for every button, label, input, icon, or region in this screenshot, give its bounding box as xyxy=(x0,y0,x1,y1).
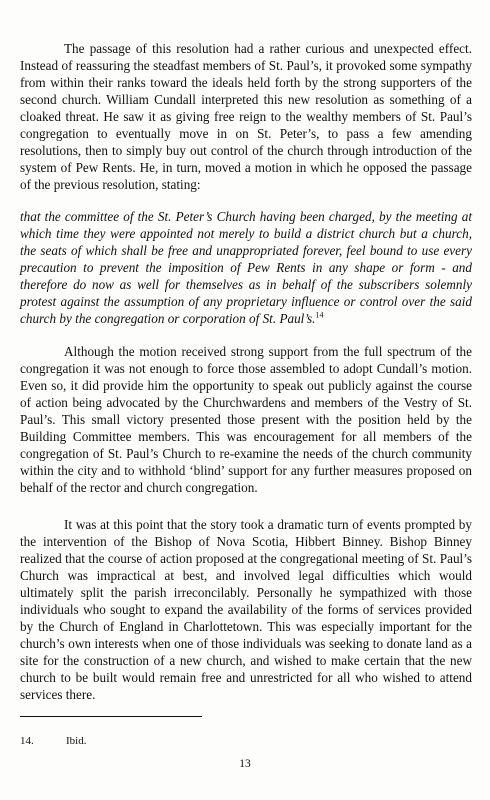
paragraph-3: It was at this point that the story took a dramatic turn of events prompted by the intervention of the Bishop of Nova Scotia, Hibbert Binney. Bishop Binney realized that the course of action proposed at the congregational meeting of St. Paul’s Church was impractical at best, and involved legal difficulties which would ultimately split the parish irreconcilably. Personally he sympathized with those individuals who sought to expand the availability of the forms of services provided by the Church of England in Charlottetown. This was especially important for the church’s own interests when one of those individuals was seeking to donate land as a site for the construction of a new church, and wished to make certain that the new church to be built would remain free and unrestricted for all who wished to attend services there. xyxy=(20,517,472,702)
paragraph-1: The passage of this resolution had a rather curious and unexpected effect. Instead of reassuring the steadfast members of St. Paul’s, it provoked some sympathy from within their ranks toward the ideals held forth by the strong supporters of the second church. William Cundall interpreted this new resolution as something of a cloaked threat. He saw it as giving free reign to the wealthy members of St. Paul’s congregation to eventually move in on St. Peter’s, to pass a few amending resolutions, then to simply buy out control of the church through introduction of the system of Pew Rents. He, in turn, moved a motion in which he opposed the passage of the previous resolution, stating: xyxy=(20,41,472,192)
paragraph-2: Although the motion received strong support from the full spectrum of the congregation it was not enough to force those assembled to adopt Cundall’s motion. Even so, it did provide him the opportunity to speak out publicly against the course of action being advocated by the Churchwardens and members of the Vestry of St. Paul’s. This small victory presented those present with the position held by the Building Committee members. This was encouragement for all members of the congregation of St. Paul’s Church to re-examine the needs of the church community within the city and to withhold ‘blind’ support for any further measures proposed on behalf of the rector and church congregation. xyxy=(20,344,472,495)
block-quote-text: that the committee of the St. Peter’s Church having been charged, by the meeting at which time they were appointed not merely to build a district church but a church, the seats of which shall be free and unappropriated forever, feel bound to use every precaution to prevent the imposition of Pew Rents in any shape or form - and therefore do now as well for themselves as in behalf of the subscribers solemnly protest against the assumption of any proprietary influence or control over the said church by the congregation or corporation of St. Paul’s. xyxy=(20,209,472,326)
footnote xyxy=(20,735,86,747)
page-number: 13 xyxy=(239,758,251,770)
footnote-text: Ibid. xyxy=(66,735,87,747)
block-quote xyxy=(20,208,472,327)
footnote-number: 14. xyxy=(20,735,34,747)
footnote-reference: 14 xyxy=(315,310,324,320)
footnote-divider xyxy=(20,716,202,717)
